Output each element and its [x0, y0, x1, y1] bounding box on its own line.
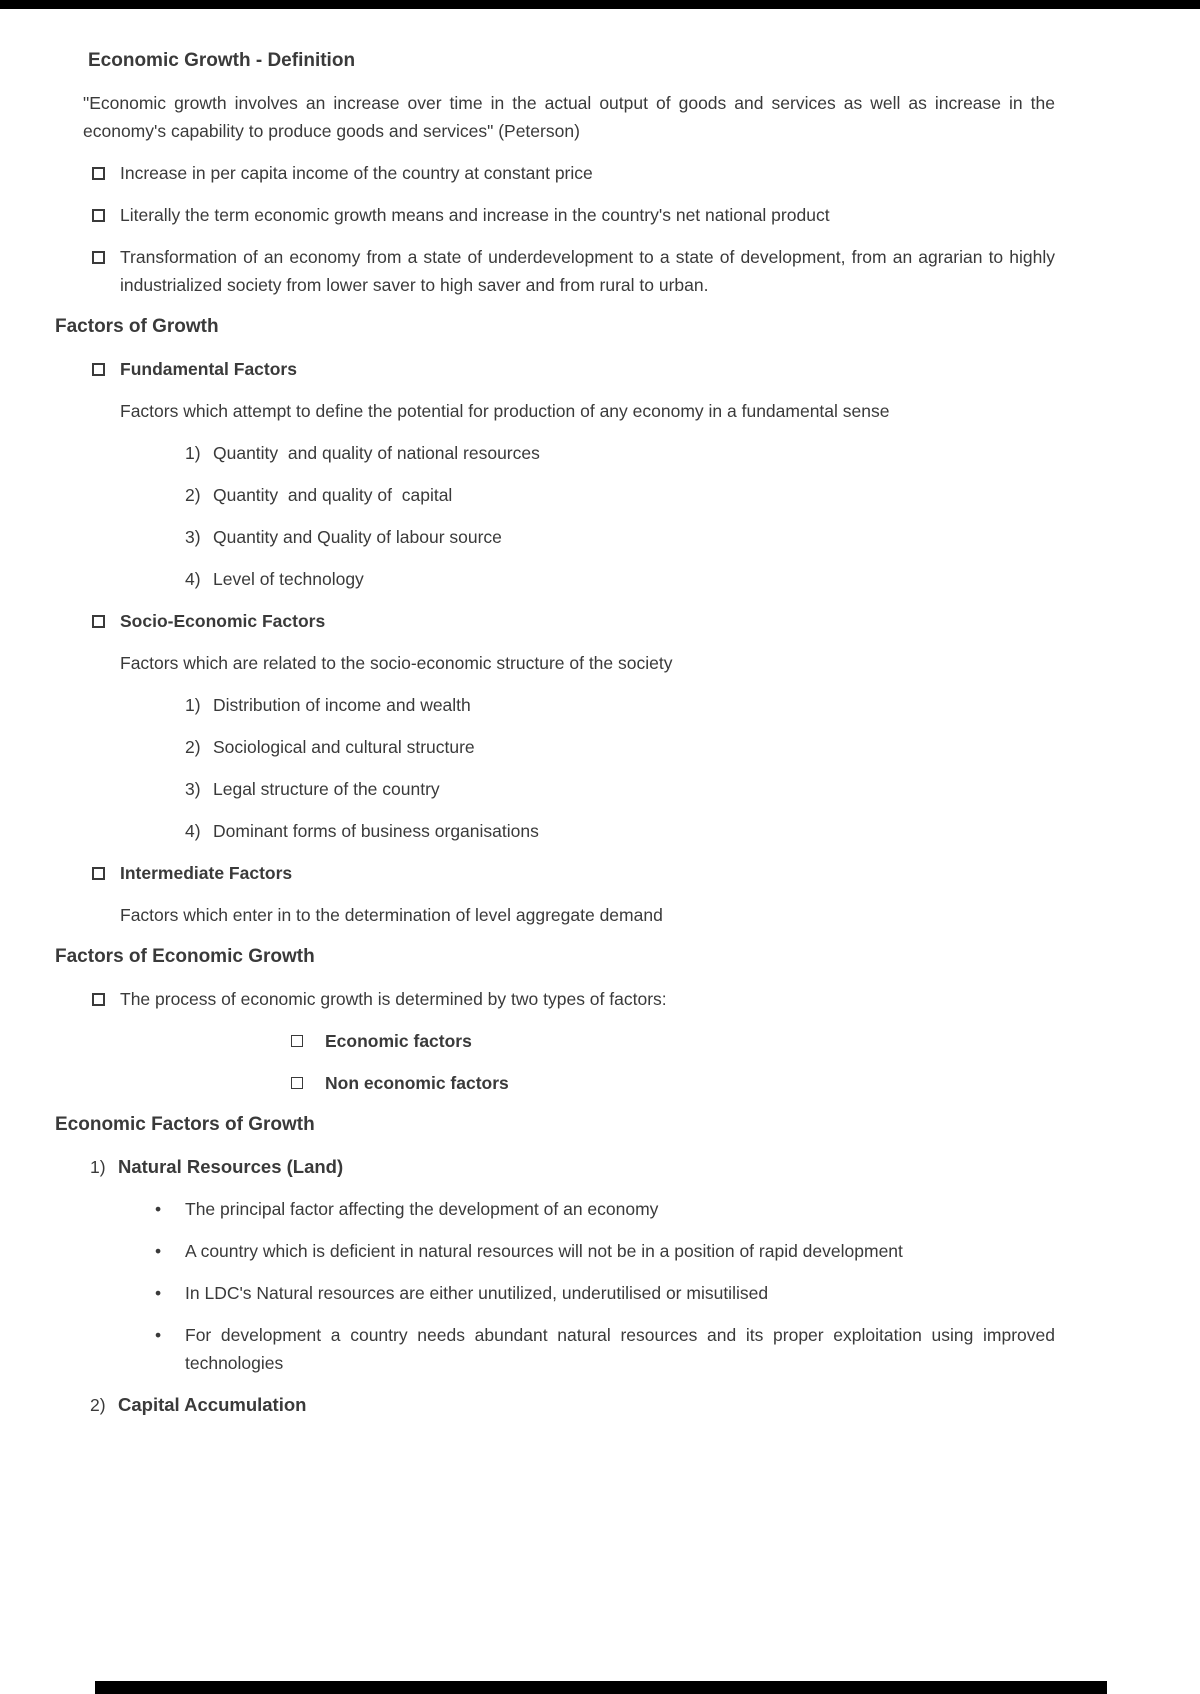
text-block: [55, 201, 1055, 229]
checkbox-bullet-icon: [92, 363, 105, 376]
list-number: 2): [90, 1395, 106, 1415]
checkbox-bullet-icon: [92, 167, 105, 180]
bullet-icon: •: [155, 1199, 162, 1219]
text-run: Transformation of an economy from a state of underdevelopment to a state of development, from an agrarian to highly industrialized society from lower saver to high saver and from rural to urban.: [120, 247, 1055, 295]
text-run: "Economic growth involves an increase over time in the actual output of goods and services as well as increase in the economy's capability to produce goods and services" (Peterson): [83, 93, 1055, 141]
text-run: The principal factor affecting the development of an economy: [185, 1199, 659, 1219]
text-block: [83, 89, 1055, 145]
text-run: In LDC's Natural resources are either unutilized, underutilised or misutilised: [185, 1283, 769, 1303]
text-run: Socio-Economic Factors: [120, 611, 326, 631]
text-run: Sociological and cultural structure: [213, 737, 475, 757]
text-run: Legal structure of the country: [213, 779, 440, 799]
section-heading: [55, 943, 1055, 971]
text-block: [55, 397, 1055, 425]
list-number: 1): [90, 1157, 106, 1177]
text-run: Natural Resources (Land): [118, 1156, 344, 1177]
text-run: Capital Accumulation: [118, 1394, 307, 1415]
text-run: For development a country needs abundant natural resources and its proper exploitation using improved technologies: [185, 1325, 1055, 1373]
text-block: [55, 159, 1055, 187]
checkbox-bullet-icon: [92, 615, 105, 628]
text-run: Factors of Growth: [55, 316, 219, 337]
text-run: Fundamental Factors: [120, 359, 297, 379]
section-heading: [88, 47, 1055, 75]
list-number: 3): [185, 779, 201, 799]
checkbox-bullet-icon: [92, 251, 105, 264]
text-block: [55, 439, 1055, 467]
checkbox-bullet-icon: [92, 867, 105, 880]
list-number: 1): [185, 695, 201, 715]
text-run: The process of economic growth is determined by two types of factors:: [120, 989, 667, 1009]
list-number: 3): [185, 527, 201, 547]
text-run: Level of technology: [213, 569, 364, 589]
text-block: [55, 1195, 1055, 1223]
checkbox-bullet-icon: [291, 1077, 303, 1089]
section-heading: [55, 313, 1055, 341]
text-block: [55, 481, 1055, 509]
text-block: [55, 565, 1055, 593]
section-heading: [55, 1111, 1055, 1139]
text-block: [55, 985, 1055, 1013]
text-run: Dominant forms of business organisations: [213, 821, 539, 841]
text-block: [55, 691, 1055, 719]
text-run: Increase in per capita income of the country at constant price: [120, 163, 593, 183]
list-number: 1): [185, 443, 201, 463]
list-number: 4): [185, 821, 201, 841]
text-block: [55, 775, 1055, 803]
text-block: [55, 1153, 1055, 1181]
bullet-icon: •: [155, 1241, 162, 1261]
text-block: [55, 859, 1055, 887]
text-block: [55, 1321, 1055, 1377]
text-run: Non economic factors: [325, 1073, 509, 1093]
text-run: Quantity and quality of capital: [213, 485, 453, 505]
text-run: Quantity and quality of national resources: [213, 443, 540, 463]
text-block: [55, 355, 1055, 383]
text-run: Economic Factors of Growth: [55, 1114, 315, 1135]
text-run: A country which is deficient in natural resources will not be in a position of rapid development: [185, 1241, 903, 1261]
text-run: Distribution of income and wealth: [213, 695, 471, 715]
page-break-top: [0, 0, 1200, 9]
text-run: Factors of Economic Growth: [55, 946, 315, 967]
text-run: Factors which attempt to define the potential for production of any economy in a fundamental sense: [120, 401, 890, 421]
text-block: [55, 1237, 1055, 1265]
text-block: [120, 649, 1055, 677]
text-block: [55, 1027, 1055, 1055]
text-block: [55, 1279, 1055, 1307]
document-content: [55, 47, 1055, 1433]
text-run: Economic Growth - Definition: [88, 50, 356, 71]
text-block: [55, 1391, 1055, 1419]
checkbox-bullet-icon: [92, 209, 105, 222]
text-run: Quantity and Quality of labour source: [213, 527, 502, 547]
list-number: 2): [185, 737, 201, 757]
checkbox-bullet-icon: [291, 1035, 303, 1047]
bullet-icon: •: [155, 1325, 162, 1345]
text-run: Economic factors: [325, 1031, 472, 1051]
page-break-bottom: [95, 1681, 1107, 1694]
text-block: [120, 901, 1055, 929]
text-run: Factors which enter in to the determination of level aggregate demand: [120, 905, 663, 925]
text-block: [55, 243, 1055, 299]
text-run: Factors which are related to the socio-economic structure of the society: [120, 653, 673, 673]
text-block: [55, 607, 1055, 635]
text-run: Literally the term economic growth means and increase in the country's net national product: [120, 205, 830, 225]
text-block: [55, 1069, 1055, 1097]
list-number: 4): [185, 569, 201, 589]
text-run: Intermediate Factors: [120, 863, 293, 883]
list-number: 2): [185, 485, 201, 505]
checkbox-bullet-icon: [92, 993, 105, 1006]
text-block: [55, 817, 1055, 845]
bullet-icon: •: [155, 1283, 162, 1303]
text-block: [55, 733, 1055, 761]
text-block: [55, 523, 1055, 551]
